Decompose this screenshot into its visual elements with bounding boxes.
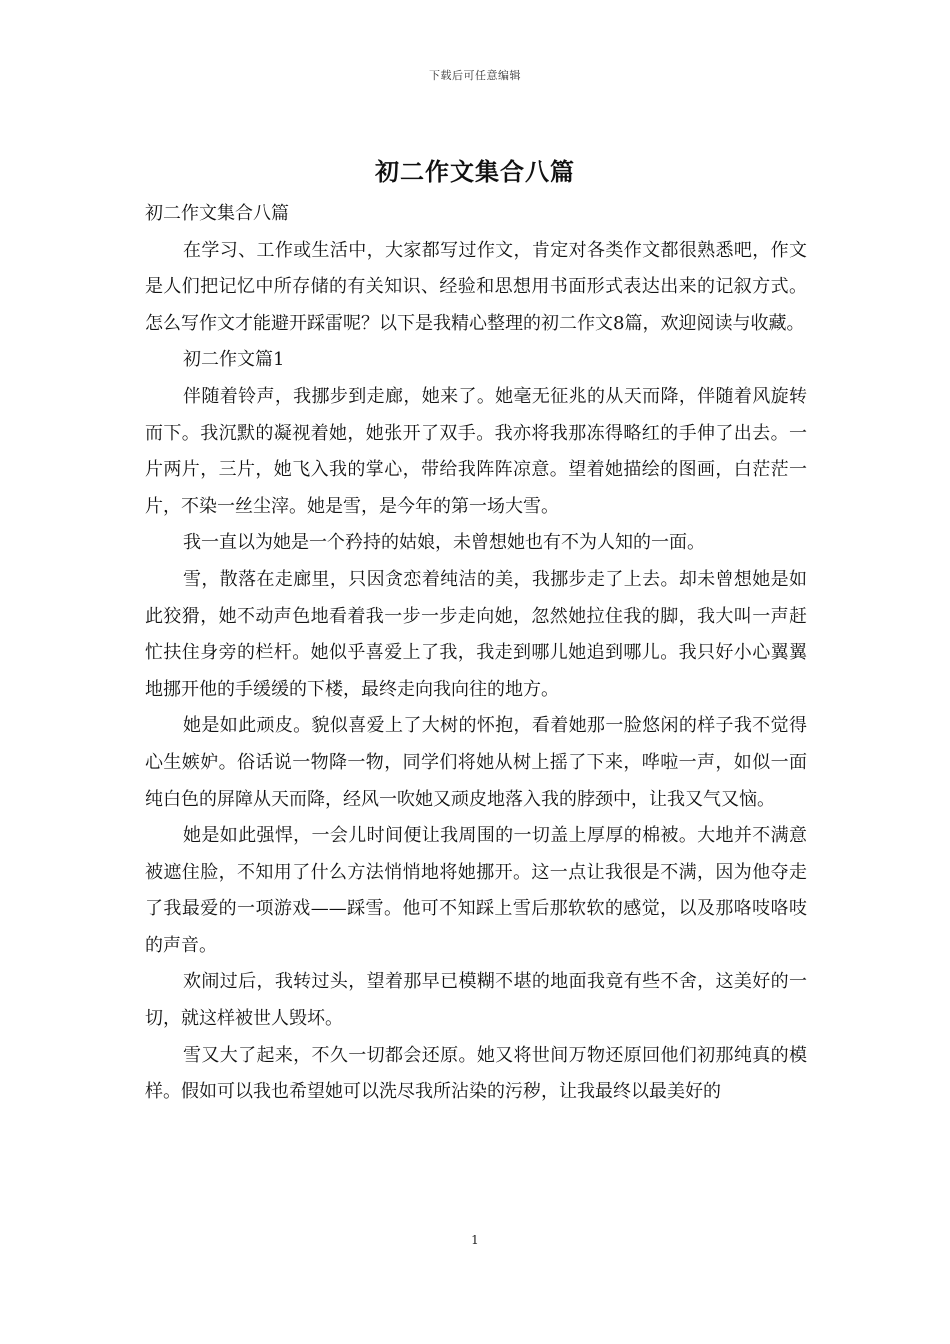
paragraph: 雪又大了起来，不久一切都会还原。她又将世间万物还原回他们初那纯真的模样。假如可以我也希望她可以洗尽我所沾染的污秽，让我最终以最美好的 [145, 1044, 807, 1103]
paragraph: 她是如此强悍，一会儿时间便让我周围的一切盖上厚厚的棉被。大地并不满意被遮住脸，不知用了什么方法悄悄地将她挪开。这一点让我很是不满，因为他夺走了我最爱的一项游戏——踩雪。他可不知踩上雪后那软软的感觉，以及那咯吱咯吱的声音。 [145, 825, 807, 956]
document-title: 初二作文集合八篇 [375, 157, 575, 186]
page-number: 1 [471, 1233, 479, 1247]
paragraph: 雪，散落在走廊里，只因贪恋着纯洁的美，我挪步走了上去。却未曾想她是如此狡猾，她不动声色地看着我一步一步走向她，忽然她拉住我的脚，我大叫一声赶忙扶住身旁的栏杆。她似乎喜爱上了我，我走到哪儿她追到哪儿。我只好小心翼翼地挪开他的手缓缓的下楼，最终走向我向往的地方。 [145, 568, 807, 700]
paragraph: 她是如此顽皮。貌似喜爱上了大树的怀抱，看着她那一脸悠闲的样子我不觉得心生嫉妒。俗话说一物降一物，同学们将她从树上摇了下来，哗啦一声，如似一面纯白色的屏障从天而降，经风一吹她又顽皮地落入我的脖颈中，让我又气又恼。 [145, 715, 807, 810]
paragraph: 我一直以为她是一个矜持的姑娘，未曾想她也有不为人知的一面。 [183, 532, 705, 554]
header-note: 下载后可任意编辑 [429, 69, 521, 82]
section-heading: 初二作文篇1 [183, 349, 285, 371]
paragraph: 欢闹过后，我转过头，望着那早已模糊不堪的地面我竟有些不舍，这美好的一切，就这样被世人毁坏。 [145, 971, 807, 1030]
paragraph: 伴随着铃声，我挪步到走廊，她来了。她毫无征兆的从天而降，伴随着风旋转而下。我沉默的凝视着她，她张开了双手。我亦将我那冻得略红的手伸了出去。一片两片，三片，她飞入我的掌心，带给我阵阵凉意。望着她描绘的图画，白茫茫一片，不染一丝尘滓。她是雪，是今年的第一场大雪。 [145, 385, 807, 517]
paragraph-intro: 在学习、工作或生活中，大家都写过作文，肯定对各类作文都很熟悉吧，作文是人们把记忆中所存储的有关知识、经验和思想用书面形式表达出来的记叙方式。怎么写作文才能避开踩雷呢？以下是我精心整理的初二作文8篇，欢迎阅读与收藏。 [145, 239, 807, 334]
document-body [145, 196, 807, 1111]
document-subtitle: 初二作文集合八篇 [145, 203, 289, 224]
